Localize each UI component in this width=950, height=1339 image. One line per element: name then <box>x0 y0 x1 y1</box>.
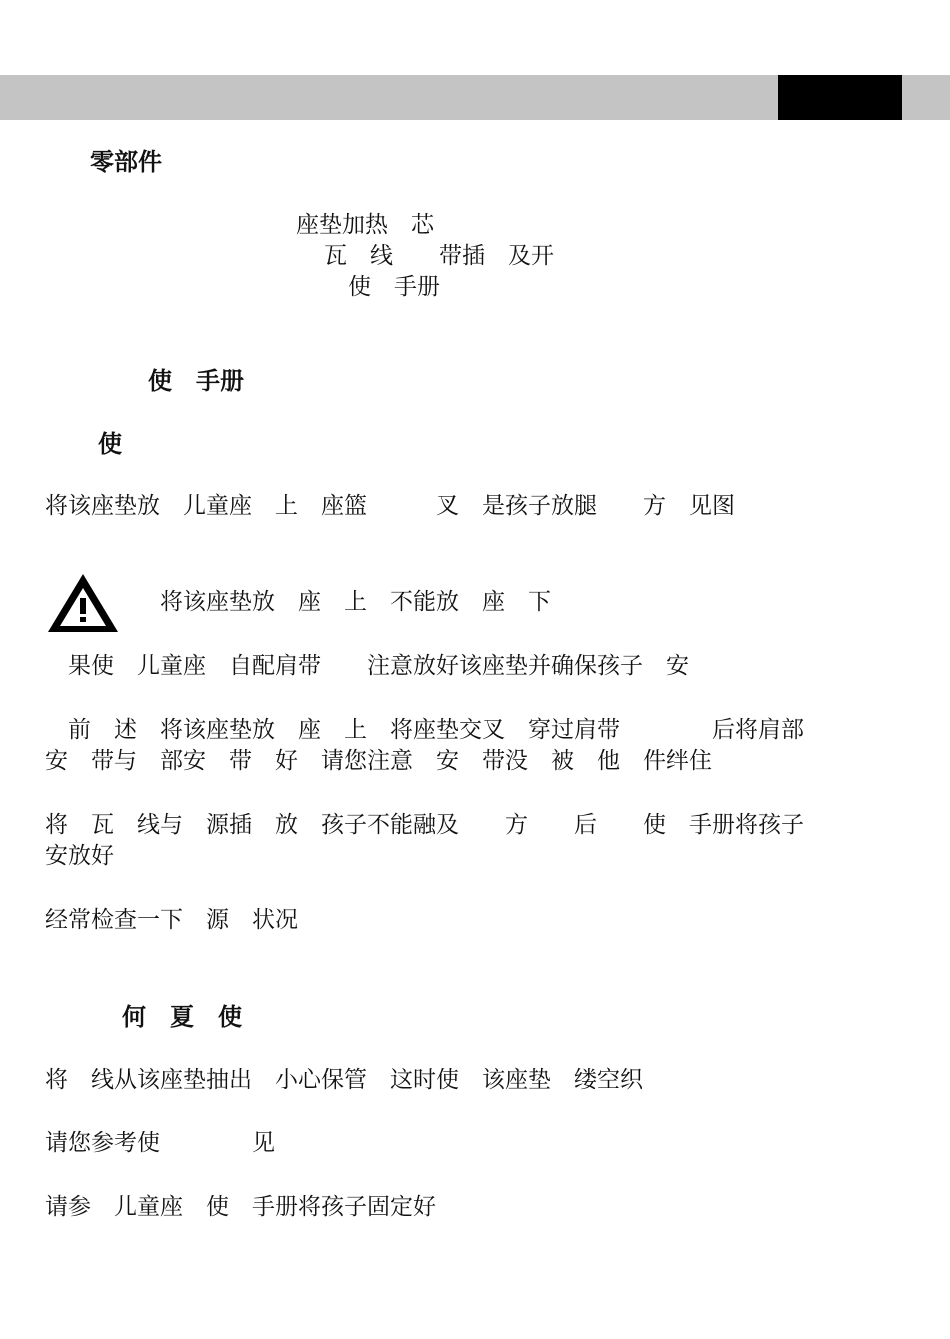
manual-paragraph-4-line-1: 将 瓦 线与 源插 放 孩子不能融及 方 后 使 手册将孩子 <box>45 812 804 838</box>
manual-paragraph-5: 经常检查一下 源 状况 <box>45 907 298 933</box>
parts-item-heating-core: 座垫加热 芯 <box>296 212 434 238</box>
header-page-block <box>778 75 902 120</box>
manual-heading: 使 手册 <box>148 367 244 395</box>
parts-item-manual: 使 手册 <box>348 274 440 300</box>
summer-paragraph-1: 将 线从该座垫抽出 小心保管 这时使 该座垫 缕空织 <box>45 1067 643 1093</box>
summer-paragraph-3: 请参 儿童座 使 手册将孩子固定好 <box>45 1194 436 1220</box>
parts-item-cable-plug-switch: 瓦 线 带插 及开 <box>324 243 554 269</box>
manual-paragraph-3-line-1: 前 述 将该座垫放 座 上 将座垫交叉 穿过肩带 后将肩部 <box>45 717 804 743</box>
manual-paragraph-3-line-2: 安 带与 部安 带 好 请您注意 安 带没 被 他 件绊住 <box>45 748 712 774</box>
summer-heading: 何 夏 使 <box>122 1003 242 1031</box>
parts-heading: 零部件 <box>90 148 162 176</box>
warning-text: 将该座垫放 座 上 不能放 座 下 <box>160 589 551 615</box>
manual-subheading: 使 <box>98 430 122 458</box>
manual-step-1: 将该座垫放 儿童座 上 座篮 叉 是孩子放腿 方 见图 <box>45 493 735 519</box>
manual-paragraph-4-line-2: 安放好 <box>45 843 114 869</box>
summer-paragraph-2: 请您参考使 见 <box>45 1130 275 1156</box>
warning-triangle-icon <box>46 572 120 634</box>
manual-paragraph-2: 果使 儿童座 自配肩带 注意放好该座垫并确保孩子 安 <box>45 653 689 679</box>
